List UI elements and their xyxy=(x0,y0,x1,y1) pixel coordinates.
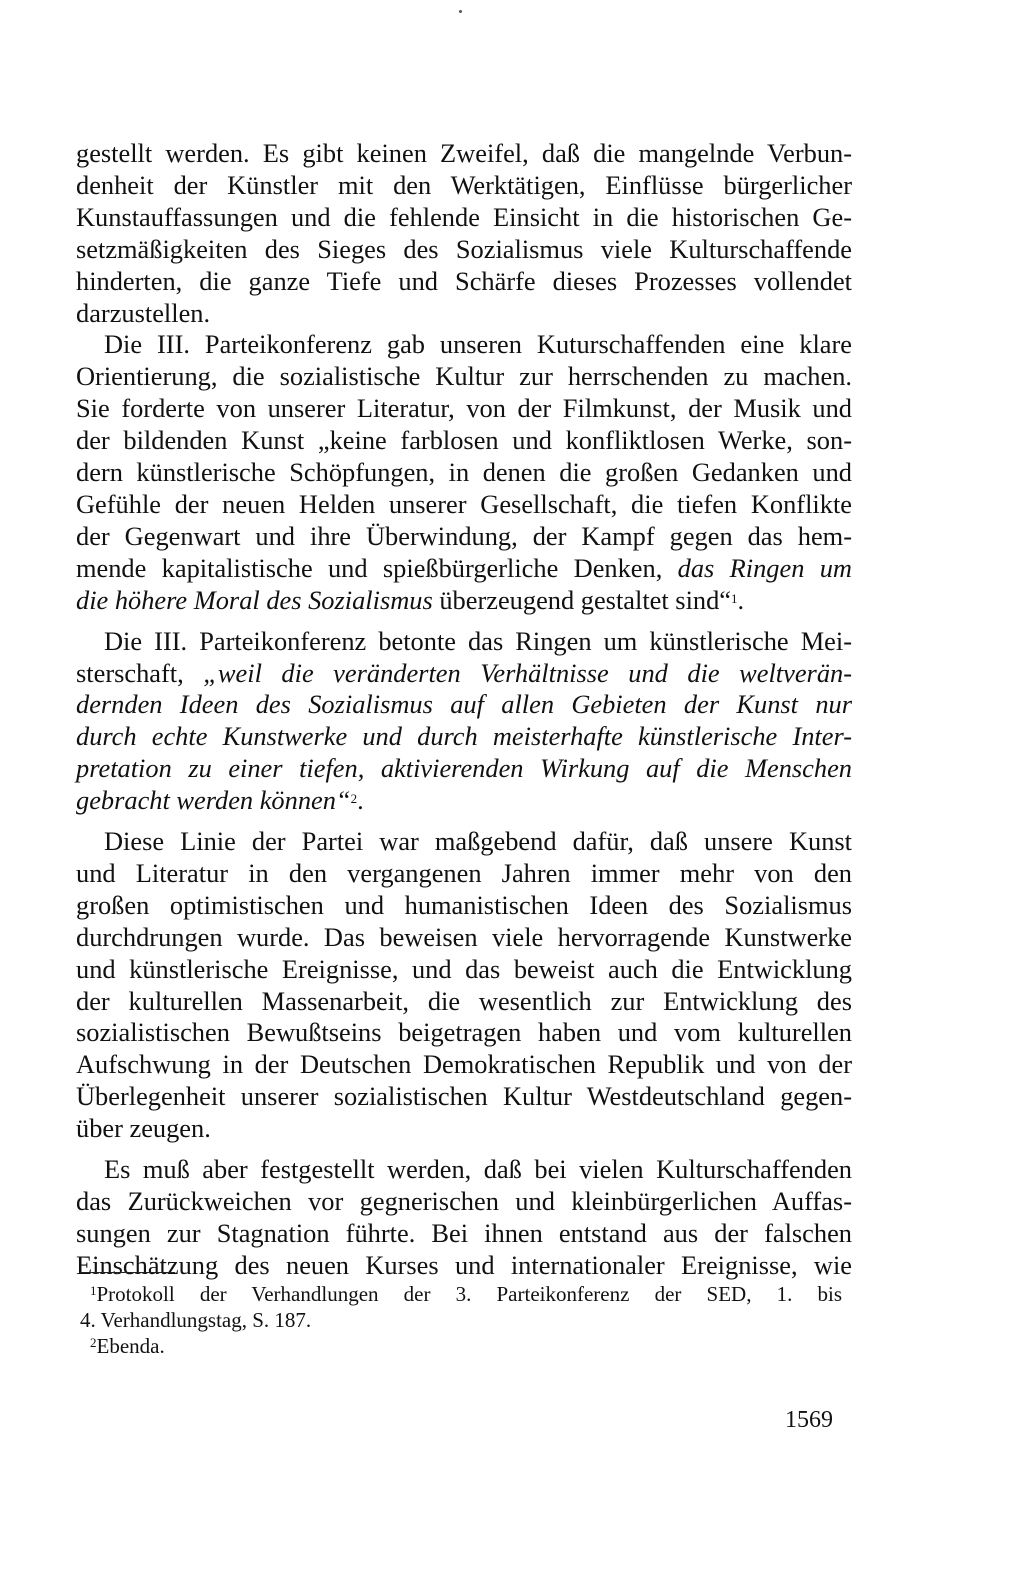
text-line: sungen zur Stagnation führte. Bei ihnen entstand aus der falschen xyxy=(76,1217,852,1248)
text-segment: überzeugend gestaltet sind“ xyxy=(439,584,732,615)
text-line: Sie forderte von unserer Literatur, von der Filmkunst, der Musik und xyxy=(76,393,852,424)
footnote-line xyxy=(80,1333,842,1359)
text-line: der Gegenwart und ihre Überwindung, der Kampf gegen das hem- xyxy=(76,520,852,551)
text-line: sozialistischen Bewußtseins beigetragen haben und vom kulturellen xyxy=(76,1017,852,1048)
text-line: Gefühle der neuen Helden unserer Gesellschaft, die tiefen Konflikte xyxy=(76,488,852,519)
footnote-line xyxy=(80,1281,842,1307)
text-line: setzmäßigkeiten des Sieges des Sozialismus viele Kulturschaffende xyxy=(76,233,852,264)
paragraph-4 xyxy=(76,826,852,1145)
paragraph-3 xyxy=(76,626,852,817)
paragraph-5 xyxy=(76,1154,852,1282)
text-line: Diese Linie der Partei war maßgebend dafür, daß unsere Kunst xyxy=(104,826,852,857)
footnote-line: 4. Verhandlungstag, S. 187. xyxy=(80,1308,312,1332)
text-line: dern künstlerische Schöpfungen, in denen die großen Gedanken und xyxy=(76,457,852,488)
scan-speck xyxy=(459,10,462,13)
paragraph-2 xyxy=(76,329,852,616)
text-line: der bildenden Kunst „keine farblosen und konfliktlosen Werke, son- xyxy=(76,425,852,456)
text-line: der kulturellen Massenarbeit, die wesentlich zur Entwicklung des xyxy=(76,985,852,1016)
text-line: Die III. Parteikonferenz betonte das Ringen um künstlerische Mei- xyxy=(104,625,852,656)
emphasis-text: das Ringen um xyxy=(677,552,852,583)
text-line: Es muß aber festgestellt werden, daß bei vielen Kulturschaffenden xyxy=(104,1154,852,1185)
text-segment: . xyxy=(737,584,745,615)
emphasis-text: gebracht werden können“ xyxy=(76,785,351,816)
text-line: Überlegenheit unserer sozialistischen Kultur Westdeutschland gegen- xyxy=(76,1081,852,1112)
text-segment: mende kapitalistische und spießbürgerliche Denken, xyxy=(76,552,663,583)
text-line: großen optimistischen und humanistischen Ideen des Sozialismus xyxy=(76,889,852,920)
text-line: das Zurückweichen vor gegnerischen und kleinbürgerlichen Auffas- xyxy=(76,1186,852,1216)
page-number: 1569 xyxy=(785,1407,833,1433)
text-line xyxy=(76,753,852,785)
footnote-2 xyxy=(80,1333,842,1359)
text-line: und künstlerische Ereignisse, und das beweist auch die Entwicklung xyxy=(76,953,852,984)
emphasis-text: pretation zu einer tiefen, aktivierenden Wirkung auf die Menschen xyxy=(76,753,852,784)
text-line xyxy=(76,585,852,617)
emphasis-text: dernden Ideen des Sozialismus auf allen Gebieten der Kunst nur xyxy=(76,689,852,720)
emphasis-text: die höhere Moral des Sozialismus xyxy=(76,584,433,615)
text-line xyxy=(76,658,852,690)
paragraph-1 xyxy=(76,138,852,329)
text-line: hinderten, die ganze Tiefe und Schärfe dieses Prozesses vollendet xyxy=(76,265,852,296)
text-line: durchdrungen wurde. Das beweisen viele hervorragende Kunstwerke xyxy=(76,921,852,952)
text-line xyxy=(76,689,852,721)
footnotes xyxy=(80,1281,842,1359)
footnote-text: Protokoll der Verhandlungen der 3. Parteikonferenz der SED, 1. bis xyxy=(96,1282,842,1306)
footnote-text: Ebenda. xyxy=(96,1334,165,1358)
text-line: Kunstauffassungen und die fehlende Einsicht in die historischen Ge- xyxy=(76,201,852,232)
text-line: und Literatur in den vergangenen Jahren immer mehr von den xyxy=(76,857,852,888)
text-line: denheit der Künstler mit den Werktätigen, Einflüsse bürgerlicher xyxy=(76,169,852,200)
footnote-ref-1[interactable]: 1 xyxy=(731,590,738,606)
text-line xyxy=(76,553,852,585)
footnote-ref-2[interactable]: 2 xyxy=(350,791,358,807)
emphasis-text: „weil die veränderten Verhältnisse und die weltverän- xyxy=(203,657,852,688)
text-line xyxy=(76,785,852,817)
footnote-1 xyxy=(80,1281,842,1333)
text-segment: . xyxy=(357,785,364,816)
body-text xyxy=(76,138,852,1282)
text-line: darzustellen. xyxy=(76,297,211,328)
footnote-divider xyxy=(80,1272,175,1273)
text-line: Aufschwung in der Deutschen Demokratischen Republik und von der xyxy=(76,1049,852,1080)
footnote-mark: 2 xyxy=(90,1335,97,1350)
text-line: Einschätzung des neuen Kurses und internationaler Ereignisse, wie xyxy=(76,1249,852,1280)
text-line: Orientierung, die sozialistische Kultur zur herrschenden zu machen. xyxy=(76,361,852,392)
text-line: Die III. Parteikonferenz gab unseren Kuturschaffenden eine klare xyxy=(104,329,852,360)
text-line: gestellt werden. Es gibt keinen Zweifel, daß die mangelnde Verbun- xyxy=(76,138,852,168)
emphasis-text: durch echte Kunstwerke und durch meisterhafte künstlerische Inter- xyxy=(76,721,852,752)
text-segment: sterschaft, xyxy=(76,657,184,688)
footnote-mark: 1 xyxy=(90,1283,97,1298)
text-line xyxy=(76,721,852,753)
text-line: über zeugen. xyxy=(76,1113,211,1144)
